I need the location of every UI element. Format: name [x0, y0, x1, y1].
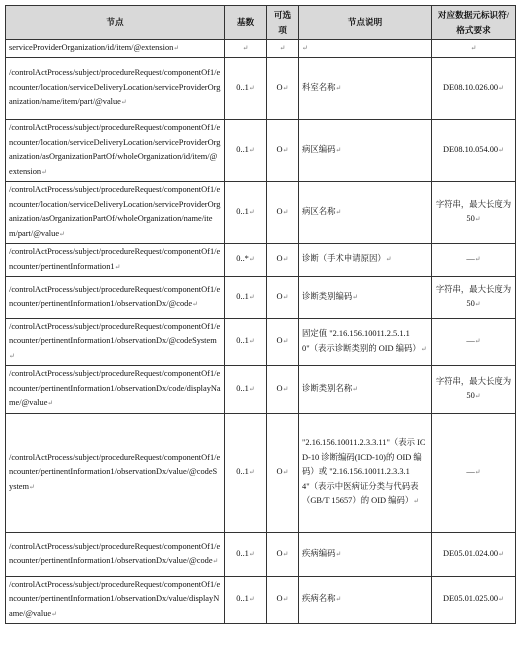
cardinality-cell — [225, 318, 267, 365]
table-row — [6, 119, 516, 181]
paragraph-mark-icon: ↵ — [248, 549, 255, 558]
paragraph-mark-icon: ↵ — [192, 300, 198, 308]
paragraph-mark-icon: ↵ — [498, 145, 504, 154]
optional-cell-text: O — [276, 594, 283, 604]
spec-cell — [432, 413, 516, 532]
node-path-cell-text: /controlActProcess/subject/procedureRequest/componentOf1/encounter/pertinentInformation1/observationDx/code/displayName/@value — [9, 369, 221, 408]
cardinality-cell — [225, 119, 267, 181]
paragraph-mark-icon: ↵ — [212, 557, 219, 565]
header-optional: 可选项 — [267, 6, 299, 40]
header-cardinality: 基数 — [225, 6, 267, 40]
paragraph-mark-icon: ↵ — [59, 229, 65, 238]
description-cell — [299, 40, 432, 58]
cardinality-cell — [225, 181, 267, 243]
table-row — [6, 40, 516, 58]
description-cell-text: 疾病名称 — [302, 594, 336, 604]
optional-cell — [267, 365, 299, 413]
description-cell — [299, 413, 432, 532]
table-row — [6, 181, 516, 243]
description-cell — [299, 181, 432, 243]
header-spec: 对应数据元标识符/格式要求 — [432, 6, 516, 40]
spec-cell-text: DE08.10.026.00 — [442, 82, 499, 92]
node-path-cell-text: /controlActProcess/subject/procedureRequest/componentOf1/encounter/pertinentInformation1/observationDx/value/displayName/@value — [9, 579, 221, 618]
paragraph-mark-icon: ↵ — [474, 255, 481, 264]
spec-cell — [432, 243, 516, 276]
optional-cell — [267, 119, 299, 181]
spec-cell-text: DE05.01.025.00 — [442, 594, 499, 604]
description-cell-text: 诊断类别名称 — [302, 383, 353, 393]
node-path-cell — [6, 276, 225, 318]
cardinality-cell — [225, 276, 267, 318]
spec-cell-text: 字符串，最大长度为 50 — [435, 199, 512, 223]
description-cell — [299, 318, 432, 365]
paragraph-mark-icon: ↵ — [248, 292, 255, 301]
node-path-cell — [6, 365, 225, 413]
node-path-cell — [6, 318, 225, 365]
optional-cell-text: O — [276, 291, 283, 301]
spec-cell — [432, 365, 516, 413]
spec-cell-text: — — [466, 467, 475, 477]
spec-cell-text: 字符串，最大长度为 50 — [435, 376, 512, 400]
paragraph-mark-icon: ↵ — [470, 44, 477, 52]
node-path-cell-text: /controlActProcess/subject/procedureRequest/componentOf1/encounter/pertinentInformation1/observationDx/@code — [9, 284, 221, 308]
cardinality-cell — [225, 57, 267, 119]
cardinality-cell-text: 0..1 — [236, 206, 249, 216]
paragraph-mark-icon: ↵ — [335, 83, 342, 92]
optional-cell — [267, 57, 299, 119]
paragraph-mark-icon: ↵ — [51, 609, 57, 618]
paragraph-mark-icon: ↵ — [498, 595, 504, 604]
spec-cell-text: — — [466, 336, 475, 346]
table-row — [6, 532, 516, 576]
description-cell-text: 诊断（手术申请原因） — [302, 254, 386, 264]
optional-cell — [267, 413, 299, 532]
paragraph-mark-icon: ↵ — [420, 344, 427, 353]
node-path-cell — [6, 57, 225, 119]
paragraph-mark-icon: ↵ — [248, 83, 255, 92]
description-cell — [299, 119, 432, 181]
paragraph-mark-icon: ↵ — [474, 215, 481, 223]
node-path-cell-text: /controlActProcess/subject/procedureRequest/componentOf1/encounter/pertinentInformation1/observationDx/value/@codeSystem — [9, 452, 221, 491]
optional-cell-text: O — [276, 467, 283, 477]
spec-cell — [432, 119, 516, 181]
description-cell-text: 诊断类别编码 — [302, 291, 353, 301]
spec-cell — [432, 276, 516, 318]
cardinality-cell — [225, 413, 267, 532]
table-row — [6, 276, 516, 318]
optional-cell-text: O — [276, 548, 283, 558]
cardinality-cell — [225, 532, 267, 576]
cardinality-cell-text: 0..1 — [236, 467, 249, 477]
optional-cell — [267, 532, 299, 576]
spec-cell — [432, 318, 516, 365]
paragraph-mark-icon: ↵ — [302, 44, 308, 52]
spec-cell — [432, 40, 516, 58]
node-path-cell — [6, 40, 225, 58]
paragraph-mark-icon: ↵ — [474, 468, 481, 477]
table-row — [6, 243, 516, 276]
optional-cell-text: O — [276, 254, 283, 264]
paragraph-mark-icon: ↵ — [120, 98, 127, 107]
optional-cell — [267, 318, 299, 365]
paragraph-mark-icon: ↵ — [282, 255, 289, 264]
description-cell — [299, 576, 432, 623]
paragraph-mark-icon: ↵ — [29, 482, 35, 491]
paragraph-mark-icon: ↵ — [282, 337, 289, 346]
table-row — [6, 318, 516, 365]
description-cell-text: 病区名称 — [302, 206, 336, 216]
cardinality-cell — [225, 243, 267, 276]
paragraph-mark-icon: ↵ — [114, 262, 121, 271]
paragraph-mark-icon: ↵ — [335, 549, 342, 558]
description-cell — [299, 57, 432, 119]
node-path-cell-text: /controlActProcess/subject/procedureRequest/componentOf1/encounter/pertinentInformation1/observationDx/@codeSystem — [9, 321, 221, 346]
node-path-cell-text: /controlActProcess/subject/procedureRequest/componentOf1/encounter/pertinentInformation1/observationDx/value/@code — [9, 541, 221, 565]
paragraph-mark-icon: ↵ — [173, 44, 180, 52]
description-cell-text: 科室名称 — [302, 82, 336, 92]
cardinality-cell-text: 0..1 — [236, 383, 249, 393]
paragraph-mark-icon: ↵ — [335, 145, 342, 154]
spec-cell-text: DE08.10.054.00 — [442, 144, 499, 154]
table-row — [6, 413, 516, 532]
spec-cell — [432, 532, 516, 576]
optional-cell-text: O — [276, 206, 283, 216]
table-row — [6, 576, 516, 623]
optional-cell — [267, 40, 299, 58]
node-path-cell — [6, 576, 225, 623]
description-cell — [299, 532, 432, 576]
description-cell-text: 固定值 "2.16.156.10011.2.5.1.10"（表示诊断类别的 OID 编码） — [302, 329, 421, 353]
description-cell — [299, 243, 432, 276]
description-cell — [299, 276, 432, 318]
table-header-row — [6, 6, 516, 40]
cardinality-cell — [225, 40, 267, 58]
spec-cell — [432, 181, 516, 243]
paragraph-mark-icon: ↵ — [474, 337, 481, 346]
spec-cell — [432, 57, 516, 119]
optional-cell — [267, 181, 299, 243]
paragraph-mark-icon: ↵ — [335, 595, 342, 604]
cardinality-cell — [225, 365, 267, 413]
node-path-cell — [6, 119, 225, 181]
cardinality-cell — [225, 576, 267, 623]
paragraph-mark-icon: ↵ — [352, 384, 359, 393]
optional-cell — [267, 576, 299, 623]
paragraph-mark-icon: ↵ — [474, 392, 481, 400]
description-cell-text: 病区编码 — [302, 144, 336, 154]
paragraph-mark-icon: ↵ — [248, 337, 255, 346]
node-path-cell-text: /controlActProcess/subject/procedureRequest/componentOf1/encounter/location/serviceDeliveryLocation/serviceProviderOrganization/asOrganizationPartOf/wholeOrganization/name/item/part/@value — [9, 185, 221, 238]
node-path-cell — [6, 243, 225, 276]
paragraph-mark-icon: ↵ — [498, 83, 504, 92]
paragraph-mark-icon: ↵ — [282, 549, 289, 558]
cardinality-cell-text: 0..1 — [236, 336, 249, 346]
cardinality-cell-text: 0..1 — [236, 548, 249, 558]
paragraph-mark-icon: ↵ — [47, 399, 54, 408]
node-path-cell-text: serviceProviderOrganization/id/item/@extension — [9, 43, 174, 52]
paragraph-mark-icon: ↵ — [282, 292, 289, 301]
paragraph-mark-icon: ↵ — [242, 44, 249, 52]
description-cell-text: 疾病编码 — [302, 548, 336, 558]
cardinality-cell-text: 0..1 — [236, 144, 249, 154]
paragraph-mark-icon: ↵ — [41, 167, 47, 176]
spec-cell — [432, 576, 516, 623]
spec-cell-text: DE05.01.024.00 — [442, 548, 499, 558]
header-description: 节点说明 — [299, 6, 432, 40]
paragraph-mark-icon: ↵ — [282, 384, 289, 393]
paragraph-mark-icon: ↵ — [9, 351, 15, 360]
paragraph-mark-icon: ↵ — [282, 468, 289, 477]
cardinality-cell-text: 0..1 — [236, 291, 249, 301]
optional-cell-text: O — [276, 336, 283, 346]
paragraph-mark-icon: ↵ — [248, 255, 255, 264]
paragraph-mark-icon: ↵ — [385, 255, 392, 264]
table-row — [6, 365, 516, 413]
paragraph-mark-icon: ↵ — [352, 292, 359, 301]
cardinality-cell-text: 0..1 — [236, 82, 249, 92]
paragraph-mark-icon: ↵ — [248, 468, 255, 477]
paragraph-mark-icon: ↵ — [282, 145, 289, 154]
paragraph-mark-icon: ↵ — [282, 207, 289, 216]
table-row — [6, 57, 516, 119]
spec-cell-text: — — [466, 254, 475, 264]
paragraph-mark-icon: ↵ — [282, 595, 289, 604]
description-cell — [299, 365, 432, 413]
optional-cell-text: O — [276, 144, 283, 154]
node-spec-table — [5, 5, 516, 624]
optional-cell-text: O — [276, 383, 283, 393]
optional-cell — [267, 243, 299, 276]
description-cell-text: "2.16.156.10011.2.3.3.11"（表示 ICD-10 诊断编码(ICD-10)的 OID 编码）或 "2.16.156.10011.2.3.3.14"（表示中医病证分类与代码表（GB/T 15657）的 OID 编码） — [302, 438, 426, 506]
node-path-cell — [6, 413, 225, 532]
paragraph-mark-icon: ↵ — [474, 300, 481, 308]
paragraph-mark-icon: ↵ — [248, 145, 255, 154]
paragraph-mark-icon: ↵ — [248, 384, 255, 393]
optional-cell-text: O — [276, 82, 283, 92]
paragraph-mark-icon: ↵ — [248, 207, 255, 216]
paragraph-mark-icon: ↵ — [248, 595, 255, 604]
cardinality-cell-text: 0..1 — [236, 594, 249, 604]
paragraph-mark-icon: ↵ — [282, 83, 289, 92]
header-node: 节点 — [6, 6, 225, 40]
paragraph-mark-icon: ↵ — [335, 207, 342, 216]
cardinality-cell-text: 0..* — [236, 254, 249, 264]
spec-cell-text: 字符串，最大长度为 50 — [435, 284, 512, 308]
paragraph-mark-icon: ↵ — [279, 44, 286, 52]
node-path-cell-text: /controlActProcess/subject/procedureRequest/componentOf1/encounter/pertinentInformation1 — [9, 247, 221, 271]
paragraph-mark-icon: ↵ — [498, 549, 504, 558]
node-path-cell-text: /controlActProcess/subject/procedureRequest/componentOf1/encounter/location/serviceDeliveryLocation/serviceProviderOrganization/asOrganizationPartOf/wholeOrganization/id/item/@extension — [9, 123, 221, 176]
optional-cell — [267, 276, 299, 318]
node-path-cell — [6, 181, 225, 243]
node-path-cell — [6, 532, 225, 576]
paragraph-mark-icon: ↵ — [413, 497, 420, 506]
node-path-cell-text: /controlActProcess/subject/procedureRequest/componentOf1/encounter/location/serviceDeliveryLocation/serviceProviderOrganization/name/item/part/@value — [9, 68, 221, 107]
